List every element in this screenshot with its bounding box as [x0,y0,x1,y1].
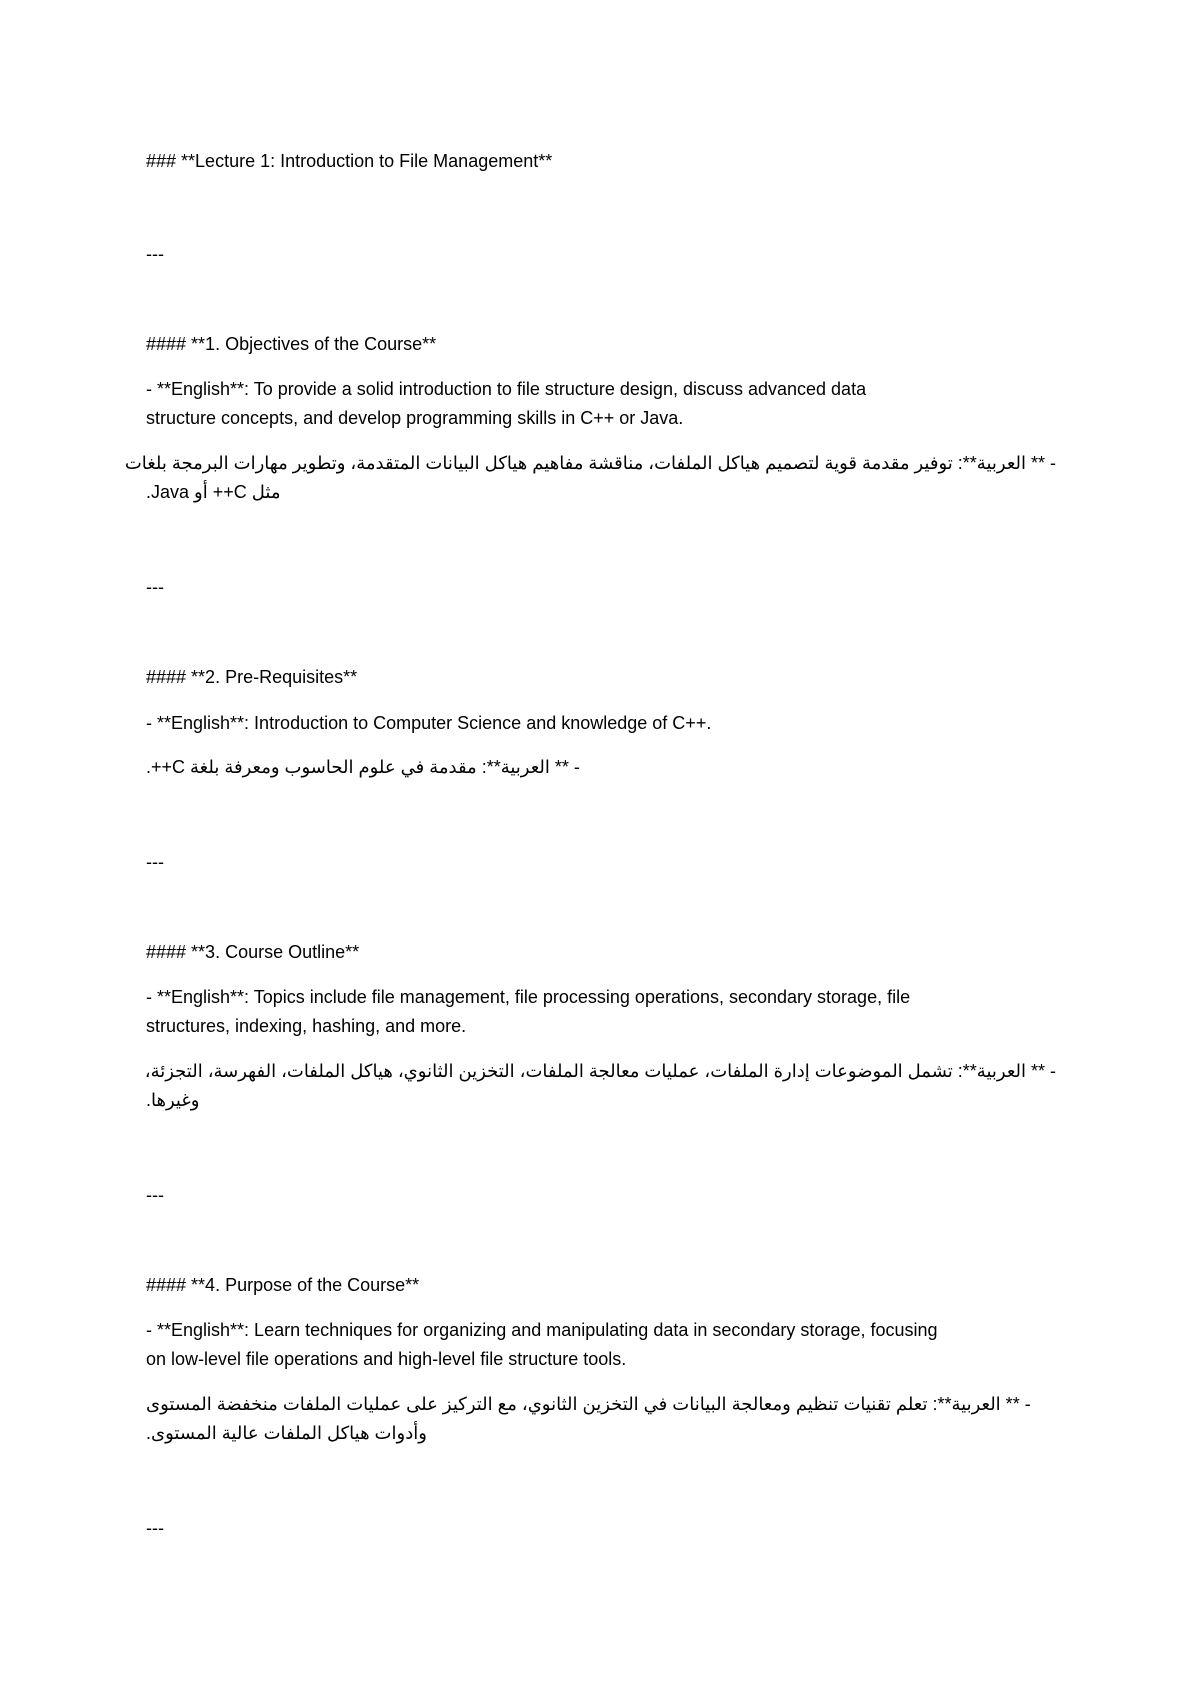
section-3-heading: #### **3. Course Outline** [146,942,360,962]
section-1-english-line-1: - **English**: To provide a solid introduction to file structure design, discuss advanced data [146,379,867,399]
section-3-english-line-1: - **English**: Topics include file management, file processing operations, secondary storage, file [146,987,911,1007]
section-1-english-line-2: structure concepts, and develop programming skills in C++ or Java. [146,408,684,428]
section-3-arabic-line-1: - ** العربية**: تشمل الموضوعات إدارة الملفات، عمليات معالجة الملفات، التخزين الثانوي، هياكل الملفات، الفهرسة، التجزئة، [144,1061,1056,1081]
separator: --- [146,1518,164,1538]
section-1-arabic-line-2: مثل C++ أو Java. [146,482,281,502]
section-2-arabic-line-1: - ** العربية**: مقدمة في علوم الحاسوب ومعرفة بلغة C++. [146,757,580,777]
section-2-heading: #### **2. Pre-Requisites** [146,667,358,687]
separator: --- [146,1185,164,1205]
separator: --- [146,244,164,264]
section-4-english-line-1: - **English**: Learn techniques for organizing and manipulating data in secondary storage, focusing [146,1320,938,1340]
section-4-arabic-line-1: - ** العربية**: تعلم تقنيات تنظيم ومعالجة البيانات في التخزين الثانوي، مع التركيز على عمليات الملفات منخفضة المستوى [146,1394,1031,1414]
section-1-heading: #### **1. Objectives of the Course** [146,334,437,354]
separator: --- [146,852,164,872]
lecture-title: ### **Lecture 1: Introduction to File Management** [146,151,553,171]
section-3-english-line-2: structures, indexing, hashing, and more. [146,1016,467,1036]
section-4-heading: #### **4. Purpose of the Course** [146,1275,420,1295]
separator: --- [146,577,164,597]
section-1-arabic-line-1: - ** العربية**: توفير مقدمة قوية لتصميم هياكل الملفات، مناقشة مفاهيم هياكل البيانات المتقدمة، وتطوير مهارات البرمجة بلغات [124,453,1056,473]
section-3-arabic-line-2: وغيرها. [146,1090,200,1110]
section-2-english-line-1: - **English**: Introduction to Computer Science and knowledge of C++. [146,713,712,733]
section-4-arabic-line-2: وأدوات هياكل الملفات عالية المستوى. [146,1423,427,1443]
section-4-english-line-2: on low-level file operations and high-level file structure tools. [146,1349,627,1369]
